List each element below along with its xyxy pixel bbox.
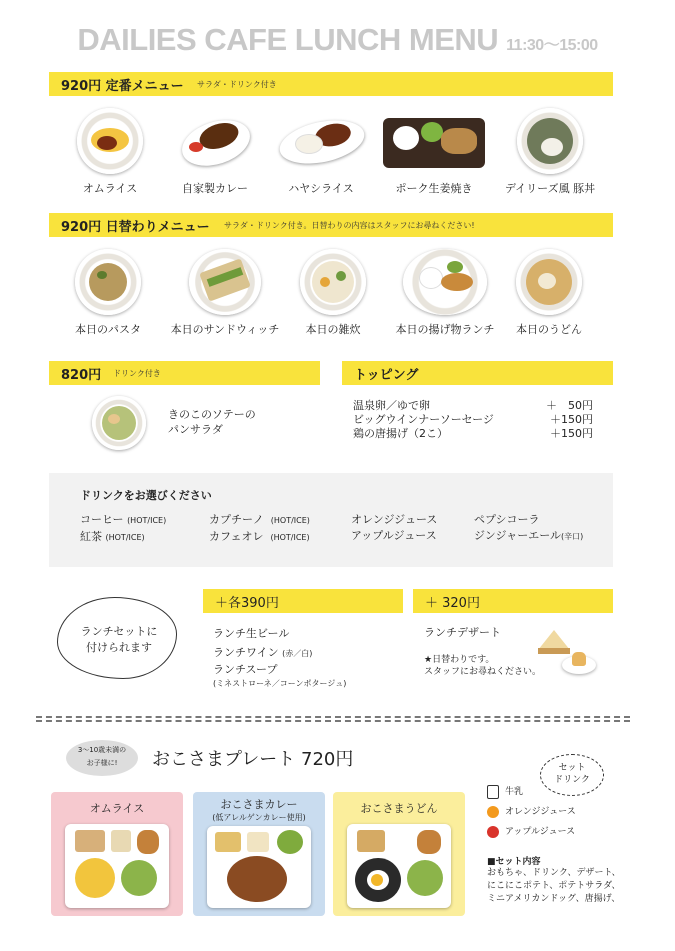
- dish-zosui[interactable]: [278, 249, 388, 337]
- set-price-2: ＋ 320円: [425, 596, 480, 611]
- standard-note: サラダ・ドリンク付き: [197, 80, 277, 89]
- drink-col-4: [474, 512, 583, 545]
- dish-name: デイリーズ風 豚丼: [504, 182, 596, 195]
- udon-icon: [516, 249, 582, 315]
- section-divider: [36, 720, 630, 722]
- kids-card-udon[interactable]: [333, 792, 465, 916]
- curry-icon: [177, 108, 253, 174]
- set-content-title: ■セット内容: [487, 857, 541, 867]
- set-item-sub: (ミネストローネ／コーンポタージュ): [213, 679, 347, 688]
- dish-name: 本日のサンドウィッチ: [170, 323, 280, 336]
- salad-note: ドリンク付き: [113, 369, 161, 378]
- dish-pork-bowl[interactable]: [495, 108, 605, 196]
- dish-sandwich[interactable]: [170, 249, 280, 337]
- set-item-soup[interactable]: [213, 663, 346, 690]
- set-items-1: [213, 624, 346, 690]
- kids-drink-item[interactable]: [487, 822, 576, 842]
- salad-name: きのこのソテーの パンサラダ: [168, 408, 256, 436]
- drink-sub: (HOT/ICE): [270, 516, 310, 525]
- lunch-set-bubble-text: ランチセットに 付けられます: [80, 625, 158, 654]
- drink-name: ジンジャーエール: [474, 529, 562, 542]
- drink-col-1: [80, 512, 166, 546]
- drink-sub: (HOT/ICE): [105, 533, 145, 542]
- set-item-wine[interactable]: [213, 643, 346, 663]
- menu-title: DAILIES CAFE LUNCH MENU: [77, 22, 499, 57]
- set-item-name: ランチワイン: [213, 646, 279, 659]
- dish-name: 本日のうどん: [516, 323, 582, 336]
- drink-name: オレンジジュース: [351, 513, 438, 526]
- kids-drink-name: アップルジュース: [505, 827, 576, 837]
- drink-name: カプチーノ: [209, 513, 264, 526]
- topping-price: ＋150円: [550, 427, 593, 440]
- dish-ginger-pork[interactable]: [379, 108, 489, 196]
- topping-price: ＋150円: [550, 413, 593, 426]
- dish-hayashi[interactable]: [266, 108, 376, 196]
- drink-item[interactable]: [474, 528, 583, 545]
- drink-sub: (HOT/ICE): [270, 533, 310, 542]
- kids-card-title: オムライス: [89, 802, 145, 815]
- drink-title: ドリンクをお選びください: [80, 489, 212, 502]
- set-item-sub: (赤／白): [282, 649, 313, 658]
- dish-name: 本日の揚げ物ランチ: [395, 323, 495, 336]
- daily-menu-bar: [49, 213, 613, 237]
- dish-name: 本日のパスタ: [75, 323, 141, 336]
- apple-icon: [487, 826, 499, 838]
- dessert-note: ★日替わりです。 スタッフにお尋ねください。: [424, 655, 542, 677]
- set-price-1: ＋各390円: [215, 596, 279, 611]
- topping-name: ビッグウインナーソーセージ: [353, 413, 494, 426]
- dish-name: ハヤシライス: [288, 182, 354, 195]
- kids-udon-plate-icon: [347, 824, 451, 908]
- dish-pasta[interactable]: [53, 249, 163, 337]
- daily-note: サラダ・ドリンク付き。日替わりの内容はスタッフにお尋ねください!: [224, 221, 475, 230]
- toppings-list: [353, 399, 593, 441]
- drink-item[interactable]: [351, 528, 437, 544]
- ginger-pork-icon: [383, 108, 485, 174]
- dessert-icon: [538, 626, 598, 678]
- page-title: [0, 22, 675, 58]
- drink-col-2: [209, 512, 310, 546]
- kids-card-sub: (低アレルゲンカレー使用): [212, 813, 306, 822]
- toppings-bar: [342, 361, 613, 385]
- kids-card-omurice[interactable]: [51, 792, 183, 916]
- zosui-icon: [300, 249, 366, 315]
- dish-name: 本日の雑炊: [305, 323, 361, 336]
- business-hours: 11:30〜15:00: [506, 37, 598, 54]
- drink-name: カフェオレ: [209, 530, 264, 543]
- pork-bowl-icon: [517, 108, 583, 174]
- set-price-bar-1: [203, 589, 403, 613]
- kids-omurice-plate-icon: [65, 824, 169, 908]
- orange-icon: [487, 806, 499, 818]
- set-item-name: ランチスープ: [213, 663, 278, 676]
- dessert-name[interactable]: ランチデザート: [424, 626, 501, 639]
- drink-sub: (HOT/ICE): [127, 516, 167, 525]
- dish-name: ポーク生姜焼き: [395, 182, 473, 195]
- set-drink-label: セット ドリンク: [554, 763, 590, 785]
- pasta-icon: [75, 249, 141, 315]
- topping-item: [353, 427, 593, 441]
- dish-name: オムライス: [82, 182, 138, 195]
- drink-name: ペプシコーラ: [474, 513, 540, 526]
- topping-name: 鶏の唐揚げ（2こ）: [353, 427, 448, 440]
- dish-omurice[interactable]: [55, 108, 165, 196]
- drink-item[interactable]: [80, 529, 166, 546]
- set-item-beer[interactable]: [213, 624, 346, 643]
- kids-card-title: おこさまカレー: [220, 798, 298, 811]
- drink-item[interactable]: [209, 512, 310, 529]
- hayashi-rice-icon: [275, 108, 367, 174]
- dish-name: 自家製カレー: [182, 182, 248, 195]
- omurice-icon: [77, 108, 143, 174]
- kids-drink-name: 牛乳: [505, 787, 524, 797]
- milk-icon: [487, 785, 499, 799]
- standard-price-label: 920円 定番メニュー: [61, 79, 184, 94]
- topping-name: 温泉卵／ゆで卵: [353, 399, 430, 412]
- kids-curry-plate-icon: [207, 826, 311, 908]
- salad-icon: [92, 396, 146, 450]
- drink-name: アップルジュース: [351, 529, 437, 542]
- standard-menu-bar: [49, 72, 613, 96]
- drink-name: コーヒー: [80, 513, 124, 526]
- topping-price: ＋ 50円: [546, 399, 593, 412]
- topping-item: [353, 399, 593, 413]
- drink-col-3: [351, 512, 437, 544]
- kids-age-text: 3〜10歳未満の お子様に!: [77, 746, 127, 767]
- kids-drink-list: [487, 782, 576, 842]
- sandwich-icon: [189, 249, 261, 315]
- daily-price-label: 920円 日替わりメニュー: [61, 220, 210, 235]
- dish-curry[interactable]: [160, 108, 270, 196]
- dish-fried-lunch[interactable]: [390, 249, 500, 337]
- kids-card-title: おこさまうどん: [360, 802, 438, 815]
- kids-drink-item[interactable]: [487, 802, 576, 822]
- drink-item[interactable]: [209, 529, 310, 546]
- set-price-bar-2: [413, 589, 613, 613]
- section-divider: [36, 716, 630, 718]
- drink-item[interactable]: [80, 512, 166, 529]
- kids-drink-item[interactable]: [487, 782, 576, 802]
- drink-item[interactable]: [474, 512, 583, 528]
- topping-item: [353, 413, 593, 427]
- kids-drink-name: オレンジジュース: [505, 807, 576, 817]
- fried-lunch-icon: [403, 249, 487, 315]
- salad-price: 820円: [61, 368, 102, 383]
- salad-bar: [49, 361, 320, 385]
- dish-udon[interactable]: [494, 249, 604, 337]
- toppings-title: トッピング: [354, 368, 419, 383]
- set-content-list: おもちゃ、ドリンク、デザート、 にこにこポテト、ポテトサラダ、 ミニアメリカンドッグ、唐揚げ、: [487, 868, 621, 904]
- drink-sub: (辛口): [561, 532, 584, 541]
- drink-name: 紅茶: [80, 530, 102, 543]
- kids-card-curry[interactable]: [193, 792, 325, 916]
- set-item-name: ランチ生ビール: [213, 627, 290, 640]
- kids-title: おこさまプレート 720円: [152, 749, 354, 770]
- drink-item[interactable]: [351, 512, 437, 528]
